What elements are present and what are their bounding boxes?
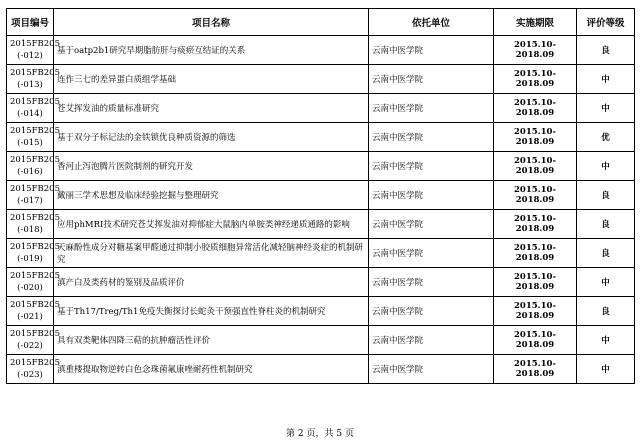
project-code: 2015FB205: [10, 271, 60, 281]
table-row: [7, 123, 635, 152]
project-code: 2015FB205: [10, 68, 60, 78]
header-project-name: 项目名称: [54, 9, 369, 36]
project-code-suffix: (-022): [17, 341, 43, 351]
grade: 良: [577, 210, 635, 239]
table-header-row: [7, 9, 635, 36]
project-code-suffix: (-018): [17, 225, 43, 235]
period: 2015.10-2018.09: [494, 297, 577, 326]
grade: 良: [577, 239, 635, 268]
project-name: 苍艾挥发油的质量标准研究: [54, 94, 369, 123]
project-code-suffix: (-015): [17, 138, 43, 148]
host-unit: 云南中医学院: [369, 94, 494, 123]
host-unit: 云南中医学院: [369, 152, 494, 181]
project-code-suffix: (-017): [17, 196, 43, 206]
table-row: [7, 239, 635, 268]
table-row: [7, 152, 635, 181]
project-code-cell: [7, 36, 60, 65]
project-code: 2015FB205: [10, 184, 60, 194]
project-code-cell: [7, 65, 60, 94]
project-code-suffix: (-016): [17, 167, 43, 177]
period: 2015.10-2018.09: [494, 36, 577, 65]
grade: 优: [577, 123, 635, 152]
project-code-cell: [7, 297, 60, 326]
project-name: 基于oatp2b1研究早期脂肪肝与痰瘀互结证的关系: [54, 36, 369, 65]
project-code-suffix: (-020): [17, 283, 43, 293]
page-footer: 第 2 页，共 5 页: [286, 429, 354, 439]
host-unit: 云南中医学院: [369, 297, 494, 326]
project-name: 香河止泻泡腾片医院制剂的研究开发: [54, 152, 369, 181]
host-unit: 云南中医学院: [369, 326, 494, 355]
grade: 中: [577, 355, 635, 384]
grade: 中: [577, 326, 635, 355]
header-period: 实施期限: [494, 9, 577, 36]
table-row: [7, 36, 635, 65]
project-code-suffix: (-019): [17, 254, 43, 264]
project-code-cell: [7, 152, 60, 181]
project-code-cell: [7, 268, 60, 297]
header-project-code: 项目编号: [7, 9, 54, 36]
host-unit: 云南中医学院: [369, 210, 494, 239]
project-code-cell: [7, 123, 60, 152]
project-name: 基于双分子标记法的金铁锁优良种质资源的筛选: [54, 123, 369, 152]
project-name: 戴丽三学术思想及临床经验挖掘与整理研究: [54, 181, 369, 210]
project-code-cell: [7, 210, 60, 239]
period: 2015.10-2018.09: [494, 268, 577, 297]
project-code-cell: [7, 239, 60, 268]
grade: 中: [577, 65, 635, 94]
project-code-suffix: (-013): [17, 80, 43, 90]
period: 2015.10-2018.09: [494, 210, 577, 239]
project-code: 2015FB205: [10, 358, 60, 368]
table-row: [7, 297, 635, 326]
host-unit: 云南中医学院: [369, 36, 494, 65]
header-host-unit: 依托单位: [369, 9, 494, 36]
period: 2015.10-2018.09: [494, 355, 577, 384]
period: 2015.10-2018.09: [494, 239, 577, 268]
project-name: 滇重楼提取物逆转白色念珠菌氟康唑耐药性机制研究: [54, 355, 369, 384]
project-name: 连作三七的差异蛋白质组学基础: [54, 65, 369, 94]
table-row: [7, 210, 635, 239]
grade: 良: [577, 297, 635, 326]
project-code-cell: [7, 355, 60, 384]
table-row: [7, 268, 635, 297]
project-name: 应用phMRI技术研究苍艾挥发油对抑郁症大鼠脑内单胺类神经递质通路的影响: [54, 210, 369, 239]
table-row: [7, 65, 635, 94]
period: 2015.10-2018.09: [494, 152, 577, 181]
period: 2015.10-2018.09: [494, 326, 577, 355]
project-code: 2015FB205: [10, 97, 60, 107]
host-unit: 云南中医学院: [369, 65, 494, 94]
table-row: [7, 355, 635, 384]
project-code-suffix: (-012): [17, 51, 43, 61]
table-row: [7, 181, 635, 210]
project-table: [6, 8, 635, 384]
grade: 中: [577, 152, 635, 181]
period: 2015.10-2018.09: [494, 123, 577, 152]
project-code-suffix: (-021): [17, 312, 43, 322]
project-code-cell: [7, 181, 60, 210]
project-name: 具有双类靶体四降三萜的抗肿瘤活性评价: [54, 326, 369, 355]
project-code: 2015FB205: [10, 155, 60, 165]
header-grade: 评价等级: [577, 9, 635, 36]
host-unit: 云南中医学院: [369, 123, 494, 152]
host-unit: 云南中医学院: [369, 239, 494, 268]
project-code: 2015FB205: [10, 126, 60, 136]
project-code: 2015FB205: [10, 300, 60, 310]
project-code: 2015FB205: [10, 39, 60, 49]
project-code-suffix: (-014): [17, 109, 43, 119]
grade: 中: [577, 268, 635, 297]
grade: 良: [577, 36, 635, 65]
period: 2015.10-2018.09: [494, 94, 577, 123]
project-code: 2015FB205: [10, 242, 60, 252]
table-row: [7, 94, 635, 123]
project-code: 2015FB205: [10, 329, 60, 339]
project-name: 滇产白及类药材的鉴别及品质评价: [54, 268, 369, 297]
project-name: 基于Th17/Treg/Th1免疫失衡探讨长蛇灸干预强直性脊柱炎的机制研究: [54, 297, 369, 326]
project-code-cell: [7, 326, 60, 355]
table-row: [7, 326, 635, 355]
grade: 中: [577, 94, 635, 123]
host-unit: 云南中医学院: [369, 268, 494, 297]
project-name: 天麻酚性成分对糖基案甲醛通过抑制小胶质细胞异常活化减轻脑神经炎症的机制研究: [54, 239, 369, 268]
project-code: 2015FB205: [10, 213, 60, 223]
project-code-suffix: (-023): [17, 370, 43, 380]
host-unit: 云南中医学院: [369, 355, 494, 384]
period: 2015.10-2018.09: [494, 181, 577, 210]
period: 2015.10-2018.09: [494, 65, 577, 94]
project-code-cell: [7, 94, 60, 123]
grade: 良: [577, 181, 635, 210]
host-unit: 云南中医学院: [369, 181, 494, 210]
